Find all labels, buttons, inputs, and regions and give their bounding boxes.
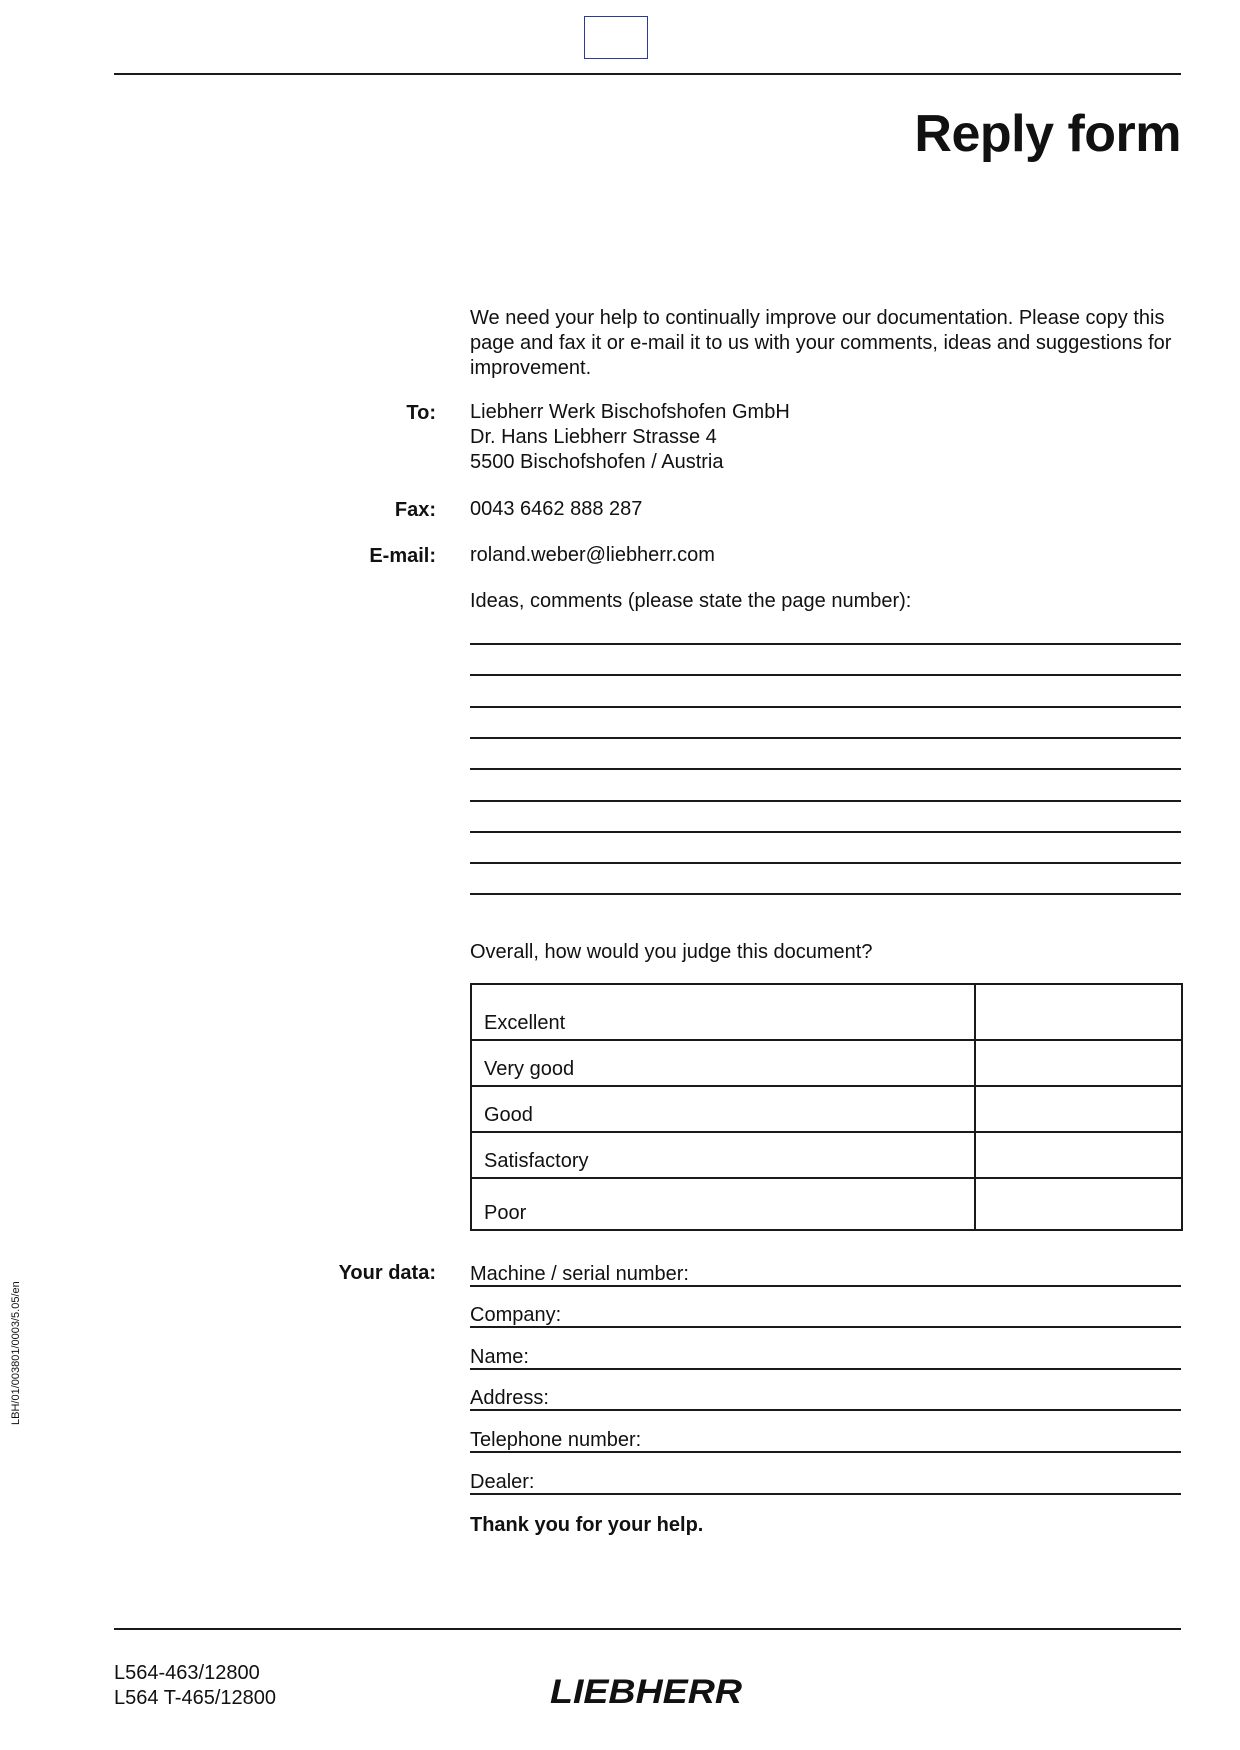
comment-line[interactable] <box>470 862 1181 864</box>
comment-line[interactable] <box>470 706 1181 708</box>
rating-label: Poor <box>484 1202 527 1224</box>
fax-label: Fax: <box>394 499 436 521</box>
email-label: E-mail: <box>369 545 436 567</box>
address-field[interactable] <box>470 1381 1181 1411</box>
comment-line[interactable] <box>470 737 1181 739</box>
to-label: To: <box>406 402 436 424</box>
rating-row-very-good <box>472 1041 1181 1087</box>
comment-line[interactable] <box>470 893 1181 895</box>
to-line-3: 5500 Bischofshofen / Austria <box>470 451 724 473</box>
rating-question: Overall, how would you judge this document? <box>470 941 873 963</box>
rating-row-good <box>472 1087 1181 1133</box>
to-line-1: Liebherr Werk Bischofshofen GmbH <box>470 401 790 423</box>
header-box <box>584 16 648 59</box>
footer-model-2: L564 T-465/12800 <box>114 1687 277 1709</box>
company-field[interactable] <box>470 1298 1181 1328</box>
dealer-field[interactable] <box>470 1465 1181 1495</box>
footer-model-1: L564-463/12800 <box>114 1662 260 1684</box>
field-label: Telephone number: <box>470 1429 642 1451</box>
comment-line[interactable] <box>470 643 1181 645</box>
intro-text: We need your help to continually improve our documentation. Please copy this page and fax it or e-mail it to us with your comments, ideas and suggestions for improvement. <box>470 307 1172 379</box>
rating-table <box>470 983 1183 1231</box>
field-label: Dealer: <box>470 1471 535 1493</box>
your-data-label: Your data: <box>338 1262 436 1284</box>
comment-line[interactable] <box>470 768 1181 770</box>
rating-label: Very good <box>484 1058 575 1080</box>
top-rule <box>114 73 1181 75</box>
liebherr-logo <box>548 1674 744 1708</box>
rating-row-satisfactory <box>472 1133 1181 1179</box>
thank-you-text: Thank you for your help. <box>470 1514 704 1536</box>
fax-value: 0043 6462 888 287 <box>470 498 643 520</box>
page-title: Reply form <box>914 105 1181 163</box>
rating-checkbox-poor[interactable] <box>974 1179 1181 1229</box>
machine-serial-field[interactable] <box>470 1257 1181 1287</box>
rating-label: Good <box>484 1104 533 1126</box>
email-value[interactable]: roland.weber@liebherr.com <box>470 544 715 566</box>
logo-text: LIEBHERR <box>550 1674 743 1708</box>
rating-checkbox-excellent[interactable] <box>974 985 1181 1039</box>
rating-checkbox-good[interactable] <box>974 1087 1181 1131</box>
rating-row-poor <box>472 1179 1181 1229</box>
rating-label: Satisfactory <box>484 1150 589 1172</box>
rating-label: Excellent <box>484 1012 566 1034</box>
telephone-field[interactable] <box>470 1423 1181 1453</box>
comment-line[interactable] <box>470 674 1181 676</box>
name-field[interactable] <box>470 1340 1181 1370</box>
comment-line[interactable] <box>470 831 1181 833</box>
rating-checkbox-very-good[interactable] <box>974 1041 1181 1085</box>
rating-checkbox-satisfactory[interactable] <box>974 1133 1181 1177</box>
to-address <box>470 400 790 475</box>
field-label: Machine / serial number: <box>470 1263 689 1285</box>
comment-line[interactable] <box>470 800 1181 802</box>
field-label: Name: <box>470 1346 529 1368</box>
field-label: Company: <box>470 1304 562 1326</box>
rating-row-excellent <box>472 985 1181 1041</box>
document-code: LBH/01/003801/0003/5.05/en <box>10 1281 23 1425</box>
to-line-2: Dr. Hans Liebherr Strasse 4 <box>470 426 717 448</box>
bottom-rule <box>114 1628 1181 1630</box>
field-label: Address: <box>470 1387 549 1409</box>
comments-prompt: Ideas, comments (please state the page number): <box>470 590 912 612</box>
